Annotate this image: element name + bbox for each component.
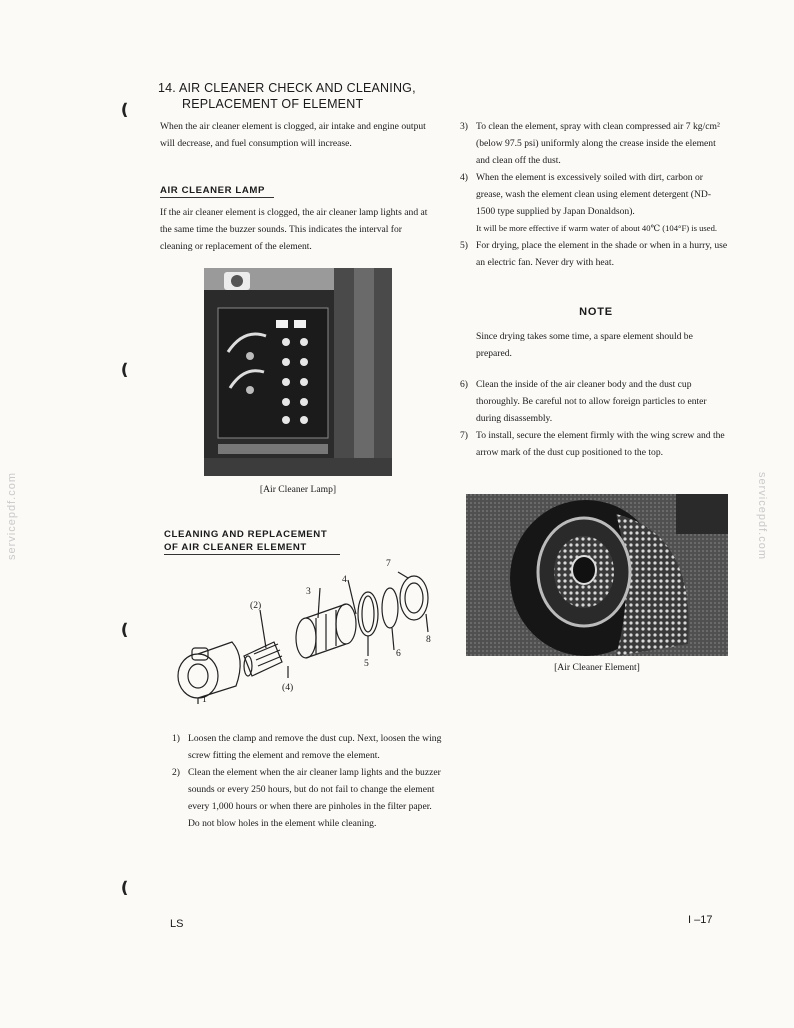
step-number: 7) [460,430,468,441]
binder-hole-mark: ❪ [118,620,132,639]
footer-left: LS [170,918,184,930]
step-text: To clean the element, spray with clean compressed air 7 kg/cm² (below 97.5 psi) uniformly along the crease inside the element and clean off the dust. [476,121,720,166]
diagram-label-4-top: 4 [342,574,347,585]
step-number: 5) [460,240,468,251]
lamp-paragraph: If the air cleaner element is clogged, the air cleaner lamp lights and at the same time the buzzer sounds. This indicates the interval for cleaning or replacement of the element. [160,207,428,252]
diagram-label-7: 7 [386,558,391,569]
list-item [460,427,730,461]
cleaning-subheading-line-1: CLEANING AND REPLACEMENT [164,529,328,540]
heading-line-2: REPLACEMENT OF ELEMENT [182,97,364,111]
diagram-label-4: (4) [282,682,294,693]
steps-right-list-b [460,376,730,461]
section-heading [158,80,448,112]
step-text: Loosen the clamp and remove the dust cup. Next, loosen the wing screw fitting the element and remove the element. [188,733,442,761]
element-photo-drawing [466,494,728,656]
step-text: Clean the inside of the air cleaner body and the dust cup thoroughly. Be careful not to allow foreign particles to enter during disassembly. [476,379,707,424]
page-number: I –17 [688,914,713,926]
element-caption: [Air Cleaner Element] [554,662,640,673]
list-item [460,376,730,427]
step-number: 4) [460,172,468,183]
cleaning-subheading [164,528,340,555]
diagram-label-6: 6 [396,648,401,659]
heading-line-1: 14. AIR CLEANER CHECK AND CLEANING, [158,81,416,95]
air-cleaner-element-photo [466,494,728,656]
binder-hole-mark: ❪ [118,100,132,119]
note-title: NOTE [579,306,613,318]
watermark-left: servicepdf.com [5,472,18,560]
lamp-subheading-text: AIR CLEANER LAMP [160,184,274,198]
binder-hole-mark: ❪ [118,360,132,379]
diagram-label-3: 3 [306,586,311,597]
intro-paragraph: When the air cleaner element is clogged, air intake and engine output will decrease, and fuel consumption will increase. [160,121,426,149]
diagram-label-2: (2) [250,600,262,611]
lamp-caption: [Air Cleaner Lamp] [259,484,337,495]
step-number: 1) [172,733,180,744]
cleaning-subheading-line-2: OF AIR CLEANER ELEMENT [164,541,340,555]
step-extra-text: It will be more effective if warm water of about 40℃ (104°F) is used. [476,223,718,233]
exploded-diagram-drawing [170,558,440,708]
step-number: 2) [172,767,180,778]
list-item [460,169,730,237]
lamp-subheading [160,184,274,198]
step-text: When the element is excessively soiled with dirt, carbon or grease, wash the element clean using element detergent (ND-1500 type supplied by Japan Donaldson). [476,172,712,217]
steps-left-list [172,730,444,832]
list-item [172,730,444,764]
step-number: 6) [460,379,468,390]
diagram-label-8: 8 [426,634,431,645]
list-item [460,118,730,169]
step-text: Clean the element when the air cleaner lamp lights and the buzzer sounds or every 250 hours, but do not fail to change the element every 1,000 hours or when there are pinholes in the filter paper. Do not blow holes in the element while cleaning. [188,767,441,829]
step-text: For drying, place the element in the shade or when in a hurry, use an electric fan. Never dry with heat. [476,240,728,268]
step-number: 3) [460,121,468,132]
watermark-right: servicepdf.com [755,472,768,560]
air-cleaner-lamp-photo [204,268,392,476]
note-text: Since drying takes some time, a spare element should be prepared. [476,331,693,359]
diagram-label-5: 5 [364,658,369,669]
exploded-diagram [170,558,440,708]
steps-right-list-a [460,118,730,271]
lamp-photo-drawing [204,268,392,476]
list-item [460,237,730,271]
list-item [172,764,444,832]
step-text: To install, secure the element firmly with the wing screw and the arrow mark of the dust cup positioned to the top. [476,430,725,458]
diagram-label-1: 1 [202,694,207,705]
binder-hole-mark: ❪ [118,878,132,897]
